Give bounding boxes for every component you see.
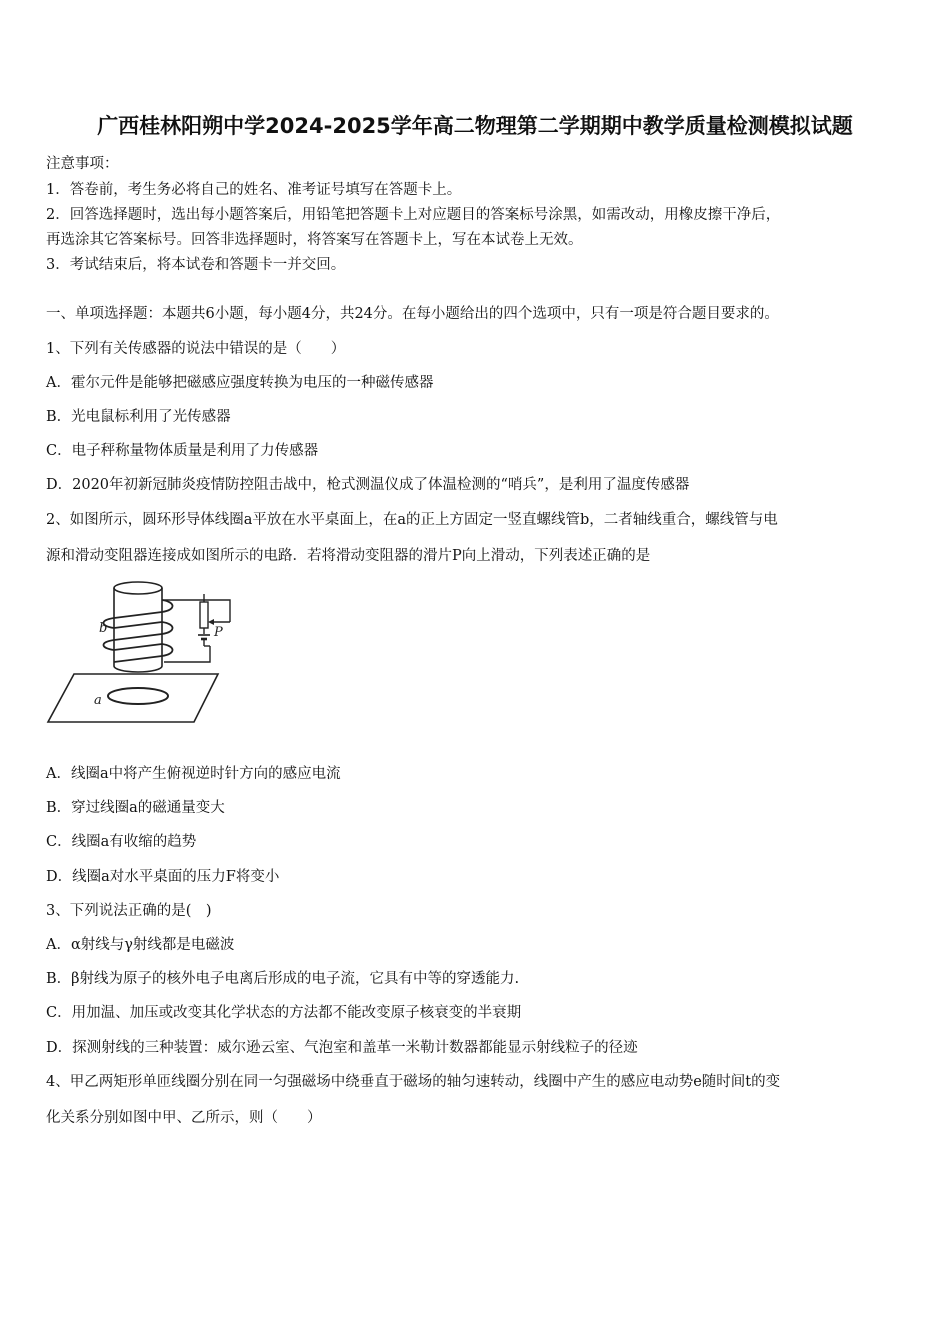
- question-2-option-b: B．穿过线圈a的磁通量变大: [46, 800, 225, 816]
- question-2-stem-cont: 源和滑动变阻器连接成如图所示的电路．若将滑动变阻器的滑片P向上滑动，下列表述正确的是: [46, 548, 651, 564]
- question-1-option-b: B．光电鼠标利用了光传感器: [46, 409, 231, 425]
- question-3-option-a: A．α射线与γ射线都是电磁波: [46, 937, 235, 953]
- question-4-stem-cont: 化关系分别如图中甲、乙所示，则（ ）: [46, 1110, 322, 1126]
- notice-item: 2．回答选择题时，选出每小题答案后，用铅笔把答题卡上对应题目的答案标号涂黑，如需改动，用橡皮擦干净后，: [46, 207, 781, 223]
- coil-a: [108, 688, 168, 704]
- question-3-option-d: D．探测射线的三种装置：威尔逊云室、气泡室和盖革一米勒计数器都能显示射线粒子的径迹: [46, 1040, 638, 1056]
- section-heading: 一、单项选择题：本题共6小题，每小题4分，共24分。在每小题给出的四个选项中，只有一项是符合题目要求的。: [46, 306, 779, 322]
- question-1-option-c: C．电子秤称量物体质量是利用了力传感器: [46, 443, 319, 459]
- question-2-option-d: D．线圈a对水平桌面的压力F将变小: [46, 869, 280, 885]
- label-b: b: [99, 621, 108, 636]
- solenoid-top: [114, 582, 162, 594]
- solenoid-bottom: [114, 666, 162, 672]
- question-1-stem: 1、下列有关传感器的说法中错误的是（ ）: [46, 341, 346, 357]
- notice-item: 1．答卷前，考生务必将自己的姓名、准考证号填写在答题卡上。: [46, 182, 462, 198]
- question-2-option-a: A．线圈a中将产生俯视逆时针方向的感应电流: [46, 766, 341, 782]
- notice-item: 再选涂其它答案标号。回答非选择题时，将答案写在答题卡上，写在本试卷上无效。: [46, 232, 583, 248]
- question-1-option-d: D．2020年初新冠肺炎疫情防控阻击战中，枪式测温仪成了体温检测的“哨兵”，是利用了温度传感器: [46, 477, 690, 493]
- label-a: a: [94, 693, 102, 708]
- question-4-stem: 4、甲乙两矩形单匝线圈分别在同一匀强磁场中绕垂直于磁场的轴匀速转动，线圈中产生的感应电动势e随时间t的变: [46, 1074, 781, 1090]
- rheostat: [200, 602, 208, 628]
- notice-item: 3．考试结束后，将本试卷和答题卡一并交回。: [46, 257, 346, 273]
- question-3-option-b: B．β射线为原子的核外电子电离后形成的电子流，它具有中等的穿透能力.: [46, 971, 520, 987]
- solenoid-coil-figure: [44, 578, 234, 728]
- question-3-stem: 3、下列说法正确的是( ): [46, 903, 212, 919]
- question-2-option-c: C．线圈a有收缩的趋势: [46, 834, 197, 850]
- desk-plane: [48, 674, 218, 722]
- notice-heading: 注意事项：: [46, 156, 119, 172]
- page-title: 广西桂林阳朔中学2024-2025学年高二物理第二学期期中教学质量检测模拟试题: [97, 114, 853, 138]
- question-3-option-c: C．用加温、加压或改变其化学状态的方法都不能改变原子核衰变的半衰期: [46, 1005, 522, 1021]
- question-2-stem: 2、如图所示，圆环形导体线圈a平放在水平桌面上，在a的正上方固定一竖直螺线管b，二者轴线重合，螺线管与电: [46, 512, 778, 528]
- label-p: P: [214, 625, 223, 640]
- question-1-option-a: A．霍尔元件是能够把磁感应强度转换为电压的一种磁传感器: [46, 375, 434, 391]
